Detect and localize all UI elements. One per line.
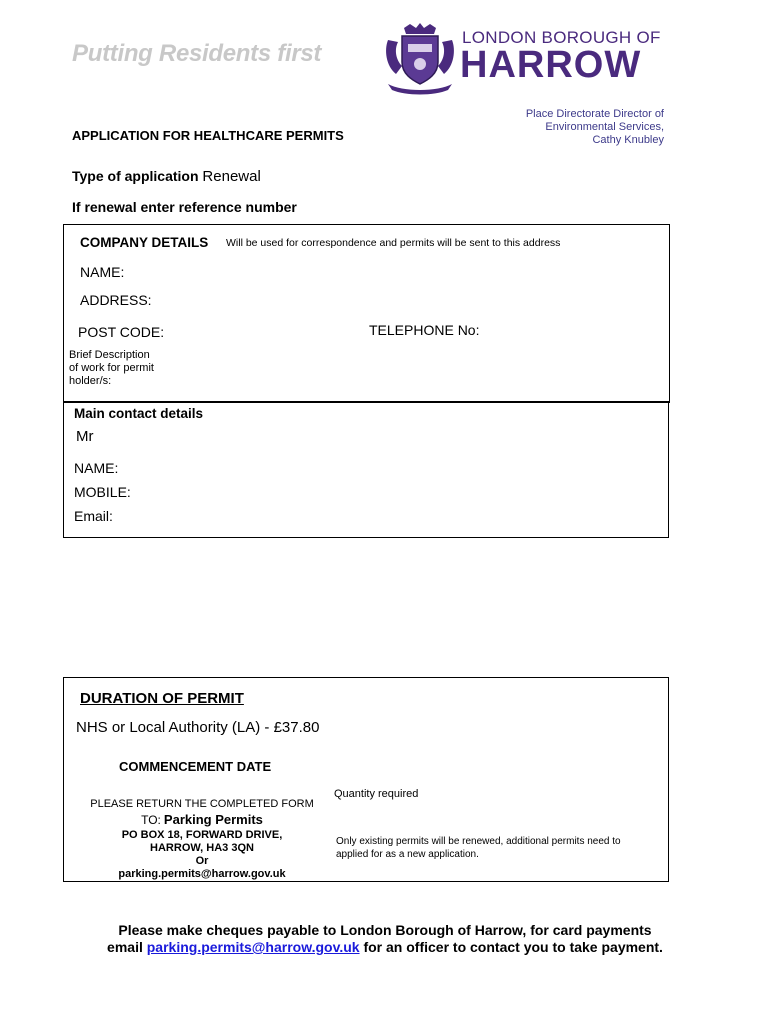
logo-text-borough: LONDON BOROUGH OF	[462, 28, 661, 47]
duration-section	[63, 677, 669, 882]
company-address-field[interactable]: ADDRESS:	[80, 292, 152, 308]
return-to-name: Parking Permits	[163, 812, 263, 827]
harrow-crest-icon	[382, 22, 458, 96]
payment-email-suffix: for an officer to contact you to take payment.	[363, 939, 663, 955]
return-line: PLEASE RETURN THE COMPLETED FORM	[90, 798, 314, 810]
logo-text-harrow: HARROW	[460, 44, 642, 86]
payment-line-email	[60, 939, 710, 956]
renewal-note	[336, 835, 621, 861]
duration-heading: DURATION OF PERMIT	[80, 690, 244, 707]
payment-email-link[interactable]: parking.permits@harrow.gov.uk	[146, 939, 360, 955]
application-type-value[interactable]: Renewal	[202, 168, 261, 185]
company-telephone-field[interactable]: TELEPHONE No:	[369, 322, 480, 338]
return-address-line: PO BOX 18, FORWARD DRIVE,	[121, 829, 283, 841]
company-postcode-field[interactable]: POST CODE:	[78, 324, 165, 340]
directorate-line: Cathy Knubley	[592, 134, 664, 146]
company-details-section	[63, 224, 670, 403]
directorate-line: Environmental Services,	[545, 121, 664, 133]
payment-line: Please make cheques payable to London Borough of Harrow, for card payments	[118, 922, 652, 938]
commencement-date-field[interactable]: COMMENCEMENT DATE	[119, 759, 272, 774]
return-to-line	[68, 813, 336, 828]
contact-name-field[interactable]: NAME:	[74, 460, 119, 476]
directorate-line: Place Directorate Director of	[525, 108, 664, 120]
return-to-prefix: TO:	[141, 813, 161, 827]
return-email[interactable]: parking.permits@harrow.gov.uk	[118, 868, 286, 880]
duration-option-nhs[interactable]: NHS or Local Authority (LA) - £37.80	[76, 719, 320, 736]
form-title: APPLICATION FOR HEALTHCARE PERMITS	[72, 128, 344, 143]
directorate-block	[464, 108, 664, 147]
return-address-line: HARROW, HA3 3QN	[150, 842, 254, 854]
contact-email-field[interactable]: Email:	[74, 508, 113, 524]
company-name-field[interactable]: NAME:	[80, 264, 125, 280]
main-contact-section	[63, 401, 669, 538]
renewal-note-line: Only existing permits will be renewed, additional permits need to	[336, 836, 621, 847]
main-contact-heading: Main contact details	[74, 406, 204, 421]
company-details-note: Will be used for correspondence and permits will be sent to this address	[226, 237, 561, 249]
payment-email-prefix: email	[107, 939, 143, 955]
work-description-label: Brief Description	[69, 349, 150, 361]
application-type-row	[72, 168, 261, 185]
return-or-label: Or	[195, 855, 209, 867]
company-details-heading: COMPANY DETAILS	[80, 235, 209, 250]
contact-title-value[interactable]: Mr	[76, 428, 94, 445]
work-description-label: holder/s:	[69, 375, 112, 387]
contact-mobile-field[interactable]: MOBILE:	[74, 484, 131, 500]
work-description-field[interactable]	[69, 349, 154, 388]
application-type-label: Type of application	[72, 168, 199, 184]
quantity-required-field[interactable]: Quantity required	[334, 788, 419, 800]
renewal-reference-label: If renewal enter reference number	[72, 199, 297, 215]
return-instructions	[68, 798, 336, 881]
slogan: Putting Residents first	[72, 40, 322, 67]
work-description-label: of work for permit	[69, 362, 154, 374]
renewal-note-line: applied for as a new application.	[336, 849, 479, 860]
payment-instructions	[60, 922, 710, 956]
